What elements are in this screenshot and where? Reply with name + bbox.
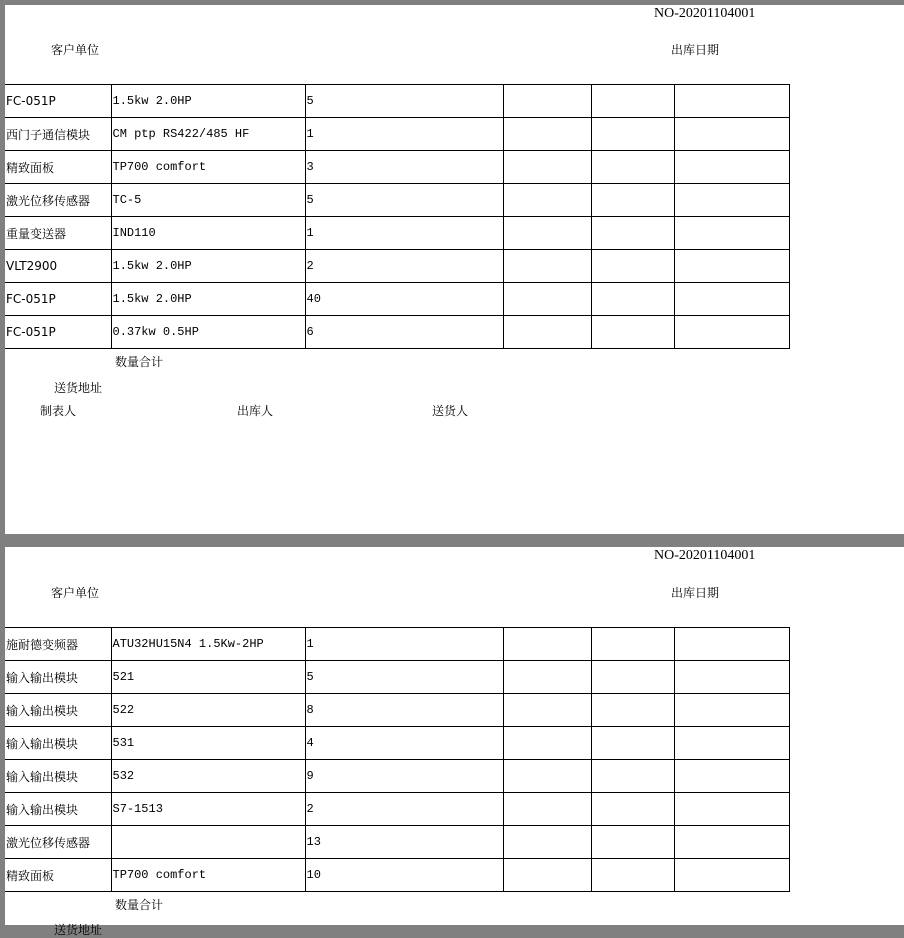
table-row (5, 85, 789, 118)
item-name: FC-051P (5, 283, 111, 316)
item-spec: 1.5kw 2.0HP (111, 283, 305, 316)
item-qty: 5 (305, 661, 503, 694)
empty-cell (674, 184, 789, 217)
empty-cell (503, 826, 591, 859)
empty-cell (591, 760, 674, 793)
item-qty: 6 (305, 316, 503, 349)
empty-cell (503, 217, 591, 250)
table-row (5, 760, 789, 793)
empty-cell (591, 250, 674, 283)
empty-cell (674, 316, 789, 349)
item-spec: 521 (111, 661, 305, 694)
empty-cell (591, 283, 674, 316)
empty-cell (674, 859, 789, 892)
empty-cell (503, 859, 591, 892)
item-qty: 2 (305, 793, 503, 826)
document-page-2 (5, 547, 904, 937)
maker-label: 制表人 (40, 404, 77, 418)
item-name: 输入输出模块 (5, 694, 111, 727)
empty-cell (503, 628, 591, 661)
empty-cell (503, 85, 591, 118)
item-qty: 3 (305, 151, 503, 184)
empty-cell (503, 661, 591, 694)
empty-cell (503, 760, 591, 793)
document-page-1 (5, 5, 904, 534)
empty-cell (674, 217, 789, 250)
empty-cell (674, 727, 789, 760)
item-spec: TC-5 (111, 184, 305, 217)
item-name: FC-051P (5, 85, 111, 118)
empty-cell (674, 85, 789, 118)
empty-cell (591, 661, 674, 694)
item-spec: CM ptp RS422/485 HF (111, 118, 305, 151)
table-row (5, 250, 789, 283)
items-table (5, 627, 790, 892)
item-spec: 1.5kw 2.0HP (111, 250, 305, 283)
empty-cell (591, 184, 674, 217)
table-row (5, 661, 789, 694)
item-qty: 10 (305, 859, 503, 892)
empty-cell (503, 316, 591, 349)
empty-cell (591, 316, 674, 349)
item-qty: 5 (305, 184, 503, 217)
item-spec (111, 826, 305, 859)
item-name: 输入输出模块 (5, 727, 111, 760)
item-name: 激光位移传感器 (5, 184, 111, 217)
date-label: 出库日期 (671, 586, 720, 600)
item-name: 精致面板 (5, 151, 111, 184)
item-name: 施耐德变频器 (5, 628, 111, 661)
date-label: 出库日期 (671, 43, 720, 57)
item-spec: 0.37kw 0.5HP (111, 316, 305, 349)
empty-cell (591, 85, 674, 118)
table-row (5, 628, 789, 661)
empty-cell (591, 793, 674, 826)
table-row (5, 727, 789, 760)
item-qty: 4 (305, 727, 503, 760)
empty-cell (674, 661, 789, 694)
item-spec: 531 (111, 727, 305, 760)
item-qty: 1 (305, 217, 503, 250)
empty-cell (591, 694, 674, 727)
quantity-total-label: 数量合计 (115, 898, 164, 912)
empty-cell (591, 859, 674, 892)
document-number: NO-20201104001 (654, 6, 756, 21)
empty-cell (591, 826, 674, 859)
table-row (5, 859, 789, 892)
item-spec: 1.5kw 2.0HP (111, 85, 305, 118)
table-row (5, 118, 789, 151)
warehouse-person-label: 出库人 (237, 404, 274, 418)
empty-cell (674, 151, 789, 184)
item-qty: 40 (305, 283, 503, 316)
item-spec: IND110 (111, 217, 305, 250)
item-spec: 522 (111, 694, 305, 727)
item-name: 西门子通信模块 (5, 118, 111, 151)
items-table (5, 84, 790, 349)
table-row (5, 316, 789, 349)
empty-cell (503, 151, 591, 184)
empty-cell (674, 628, 789, 661)
item-name: 激光位移传感器 (5, 826, 111, 859)
empty-cell (503, 184, 591, 217)
item-spec: TP700 comfort (111, 859, 305, 892)
item-name: 精致面板 (5, 859, 111, 892)
empty-cell (503, 118, 591, 151)
customer-label: 客户单位 (51, 43, 100, 57)
empty-cell (591, 118, 674, 151)
item-qty: 1 (305, 628, 503, 661)
document-number: NO-20201104001 (654, 548, 756, 563)
item-name: FC-051P (5, 316, 111, 349)
empty-cell (591, 151, 674, 184)
empty-cell (591, 217, 674, 250)
table-row (5, 793, 789, 826)
empty-cell (503, 283, 591, 316)
item-qty: 13 (305, 826, 503, 859)
empty-cell (674, 283, 789, 316)
item-name: 输入输出模块 (5, 793, 111, 826)
empty-cell (503, 727, 591, 760)
deliverer-label: 送货人 (432, 404, 469, 418)
empty-cell (674, 118, 789, 151)
item-spec: 532 (111, 760, 305, 793)
empty-cell (503, 250, 591, 283)
item-name: 输入输出模块 (5, 760, 111, 793)
item-qty: 1 (305, 118, 503, 151)
item-spec: TP700 comfort (111, 151, 305, 184)
item-qty: 2 (305, 250, 503, 283)
empty-cell (503, 793, 591, 826)
customer-label: 客户单位 (51, 586, 100, 600)
empty-cell (674, 694, 789, 727)
empty-cell (591, 727, 674, 760)
quantity-total-label: 数量合计 (115, 355, 164, 369)
table-row (5, 283, 789, 316)
item-qty: 9 (305, 760, 503, 793)
item-name: VLT2900 (5, 250, 111, 283)
item-name: 重量变送器 (5, 217, 111, 250)
table-row (5, 184, 789, 217)
item-spec: S7-1513 (111, 793, 305, 826)
table-row (5, 826, 789, 859)
table-row (5, 694, 789, 727)
table-row (5, 217, 789, 250)
item-qty: 5 (305, 85, 503, 118)
delivery-address-label: 送货地址 (54, 923, 103, 937)
empty-cell (674, 760, 789, 793)
item-name: 输入输出模块 (5, 661, 111, 694)
item-spec: ATU32HU15N4 1.5Kw-2HP (111, 628, 305, 661)
empty-cell (674, 793, 789, 826)
empty-cell (591, 628, 674, 661)
table-row (5, 151, 789, 184)
empty-cell (503, 694, 591, 727)
empty-cell (674, 250, 789, 283)
delivery-address-label: 送货地址 (54, 381, 103, 395)
item-qty: 8 (305, 694, 503, 727)
empty-cell (674, 826, 789, 859)
